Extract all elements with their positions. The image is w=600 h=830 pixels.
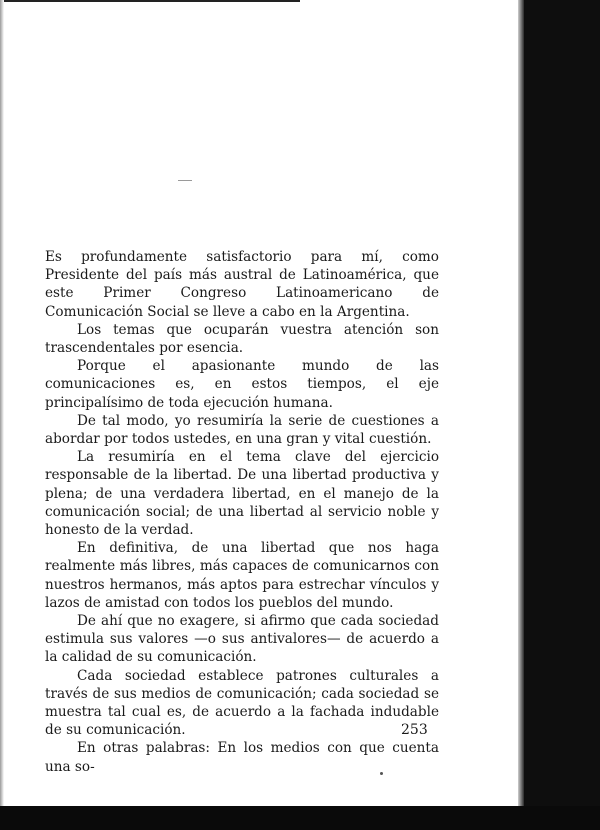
paragraph: En definitiva, de una libertad que nos haga realmente más libres, más capaces de comunicarnos con nuestros hermanos, más aptos para estrechar vínculos y lazos de amistad con todos los pueblos del mundo. (45, 540, 439, 611)
scan-speck (178, 180, 192, 181)
paragraph: De ahí que no exagere, si afirmo que cada sociedad estimula sus valores —o sus antivalores— de acuerdo a la calidad de su comunicación. (45, 613, 439, 666)
top-rule (0, 0, 300, 6)
page-body (45, 248, 439, 776)
page-number: 253 (401, 722, 428, 738)
scan-left-edge (0, 0, 4, 806)
paragraph: Es profundamente satisfactorio para mí, como Presidente del país más austral de Latinoamérica, que este Primer Congreso Latinoamericano de Comunicación Social se lleve a cabo en la Argentina. (45, 249, 439, 320)
paragraph: La resumiría en el tema clave del ejercicio responsable de la libertad. De una libertad productiva y plena; de una verdadera libertad, en el manejo de la comunicación social; de una libertad al servicio noble y honesto de la verdad. (45, 449, 439, 539)
paragraph: En otras palabras: En los medios con que cuenta una so- (45, 740, 439, 775)
paragraph: De tal modo, yo resumiría la serie de cuestiones a abordar por todos ustedes, en una gran y vital cuestión. (45, 412, 439, 448)
scan-bottom-shadow (0, 806, 600, 830)
paragraph: Los temas que ocuparán vuestra atención son trascendentales por esencia. (45, 321, 439, 357)
paragraph: Cada sociedad establece patrones culturales a través de sus medios de comunicación; cada sociedad se muestra tal cual es, de acuerdo a la fachada indudable de su comunicación. (45, 667, 439, 739)
paragraph: Porque el apasionante mundo de las comunicaciones es, en estos tiempos, el eje principalísimo de toda ejecución humana. (45, 358, 439, 411)
scan-right-shadow (518, 0, 600, 830)
